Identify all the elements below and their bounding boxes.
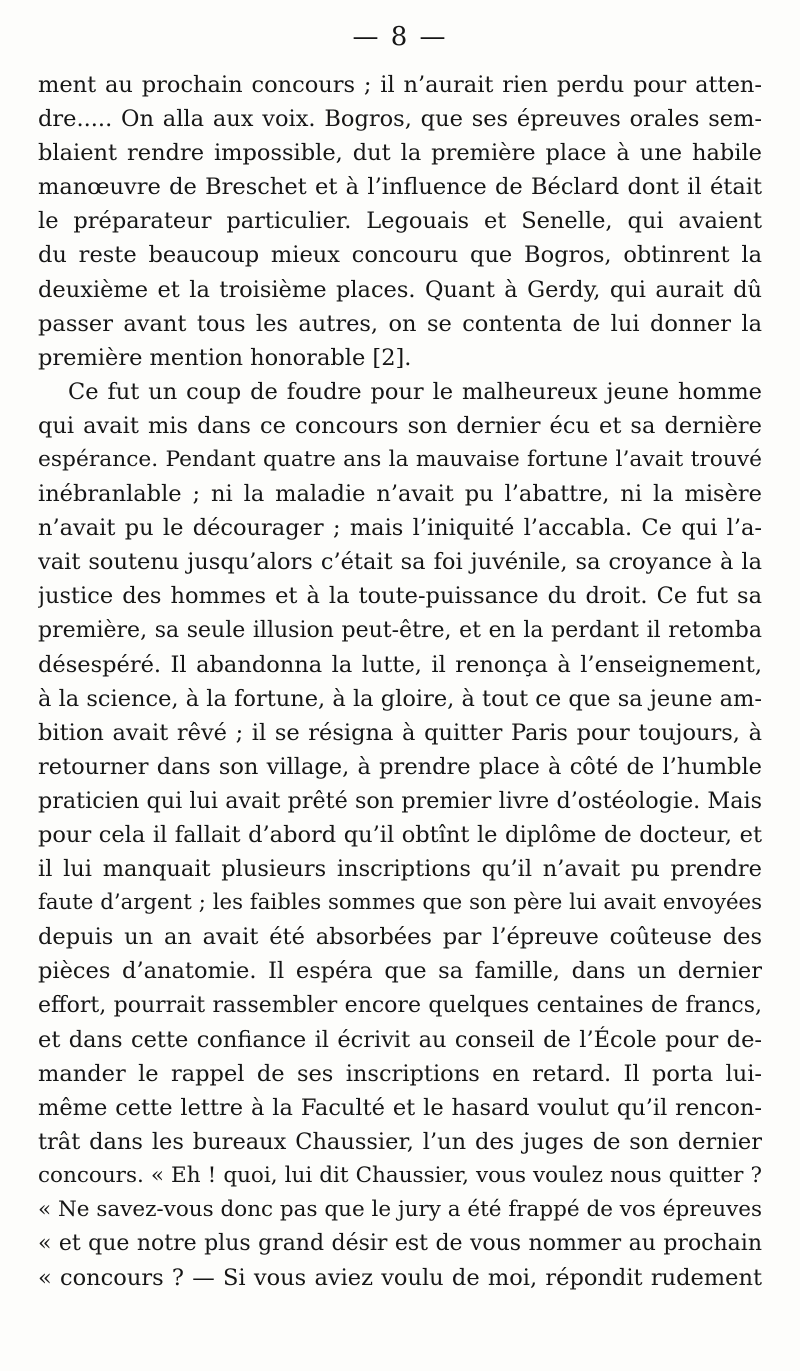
text-line: pour cela il fallait d’abord qu’il obtînt le diplôme de docteur, et: [38, 822, 762, 849]
text-line: « et que notre plus grand désir est de vous nommer au prochain: [38, 1231, 762, 1257]
text-line: « concours ? — Si vous aviez voulu de moi, répondit rudement: [38, 1265, 762, 1292]
text-line: qui avait mis dans ce concours son dernier écu et sa dernière: [38, 412, 762, 439]
text-line: le préparateur particulier. Legouais et Senelle, qui avaient: [38, 208, 762, 235]
text-line: du reste beaucoup mieux concouru que Bogros, obtinrent la: [38, 242, 762, 269]
text-line: inébranlable ; ni la maladie n’avait pu l’abattre, ni la misère: [38, 481, 762, 508]
text-line: deuxième et la troisième places. Quant à Gerdy, qui aurait dû: [38, 276, 762, 303]
text-line: depuis un an avait été absorbées par l’épreuve coûteuse des: [38, 924, 762, 951]
text-line: praticien qui lui avait prêté son premier livre d’ostéologie. Mais: [38, 787, 762, 814]
paragraph-start-line: Ce fut un coup de foudre pour le malheureux jeune homme: [68, 378, 762, 405]
text-line: trât dans les bureaux Chaussier, l’un des juges de son dernier: [38, 1128, 762, 1155]
text-line: retourner dans son village, à prendre place à côté de l’humble: [38, 753, 762, 780]
text-line: pièces d’anatomie. Il espéra que sa famille, dans un dernier: [38, 958, 762, 985]
text-line: mander le rappel de ses inscriptions en retard. Il porta lui-: [38, 1060, 762, 1087]
text-line: manœuvre de Breschet et à l’influence de Béclard dont il était: [38, 174, 762, 201]
text-line: même cette lettre à la Faculté et le hasard voulut qu’il rencon-: [38, 1094, 762, 1121]
text-line: dre..... On alla aux voix. Bogros, que ses épreuves orales sem-: [38, 106, 762, 133]
text-line: blaient rendre impossible, dut la première place à une habile: [38, 140, 762, 167]
text-line: espérance. Pendant quatre ans la mauvaise fortune l’avait trouvé: [38, 447, 762, 473]
text-line: il lui manquait plusieurs inscriptions qu’il n’avait pu prendre: [38, 856, 762, 883]
page-number: — 8 —: [352, 22, 448, 52]
text-line: faute d’argent ; les faibles sommes que son père lui avait envoyées: [38, 890, 762, 916]
text-line: ment au prochain concours ; il n’aurait rien perdu pour atten-: [38, 72, 762, 98]
text-line: « Ne savez-vous donc pas que le jury a été frappé de vos épreuves: [38, 1197, 762, 1223]
text-line: concours. « Eh ! quoi, lui dit Chaussier, vous voulez nous quitter ?: [38, 1163, 762, 1188]
text-line: justice des hommes et à la toute-puissance du droit. Ce fut sa: [38, 583, 762, 610]
paragraph-end-line: première mention honorable [2].: [38, 344, 412, 371]
text-line: bition avait rêvé ; il se résigna à quitter Paris pour toujours, à: [38, 719, 762, 746]
text-line: effort, pourrait rassembler encore quelques centaines de francs,: [38, 992, 762, 1018]
text-line: passer avant tous les autres, on se contenta de lui donner la: [38, 310, 762, 337]
text-line: première, sa seule illusion peut-être, et en la perdant il retomba: [38, 617, 762, 643]
text-line: à la science, à la fortune, à la gloire, à tout ce que sa jeune am-: [38, 685, 762, 712]
text-line: vait soutenu jusqu’alors c’était sa foi juvénile, sa croyance à la: [38, 549, 762, 576]
text-line: désespéré. Il abandonna la lutte, il renonça à l’enseignement,: [38, 651, 762, 678]
text-line: n’avait pu le décourager ; mais l’iniquité l’accabla. Ce qui l’a-: [38, 515, 762, 542]
body-text: [38, 68, 762, 1295]
text-line: et dans cette confiance il écrivit au conseil de l’École pour de-: [38, 1026, 762, 1053]
